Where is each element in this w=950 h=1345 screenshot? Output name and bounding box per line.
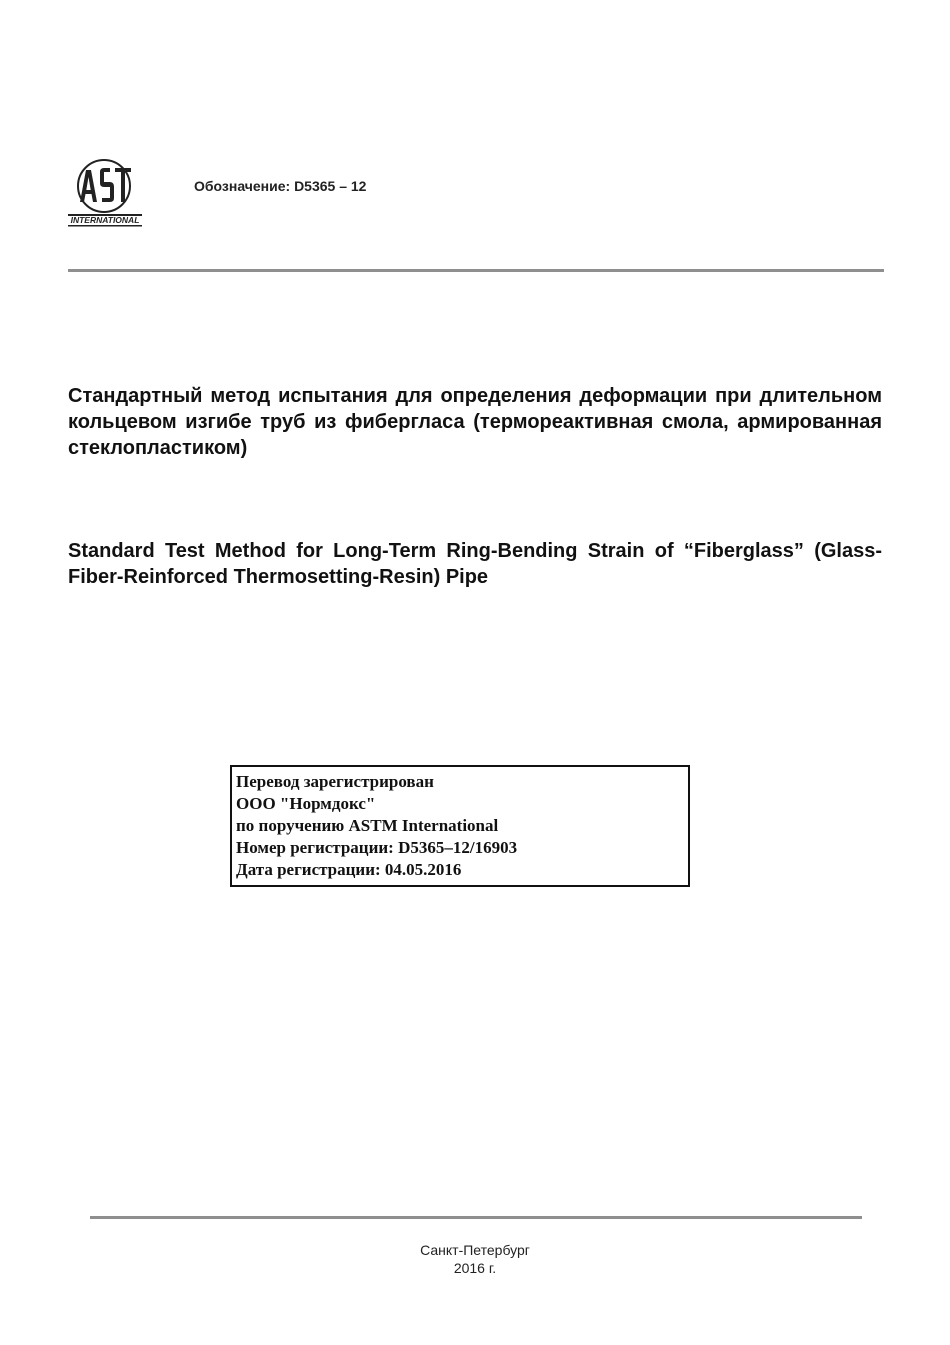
registration-line: ООО "Нормдокс" (236, 794, 376, 813)
title-english: Standard Test Method for Long-Term Ring-Bending Strain of “Fiberglass” (Glass-Fiber-Reinforced Thermosetting-Resin) Pipe (68, 540, 882, 588)
designation: Обозначение: D5365 – 12 (194, 178, 367, 194)
bottom-divider (90, 1216, 862, 1219)
footer-city: Санкт-Петербург (420, 1242, 530, 1258)
registration-line: Перевод зарегистрирован (236, 772, 434, 791)
title-russian: Стандартный метод испытания для определения деформации при длительном кольцевом изгибе труб из фибергласа (термореактивная смола, армированная стеклопластиком) (68, 385, 882, 459)
registration-box (230, 765, 690, 887)
registration-line: по поручению ASTM International (236, 816, 499, 835)
top-divider (68, 269, 884, 272)
registration-line: Дата регистрации: 04.05.2016 (236, 860, 462, 879)
footer (0, 1241, 950, 1277)
astm-logo-icon (66, 158, 144, 228)
registration-line: Номер регистрации: D5365–12/16903 (236, 838, 518, 857)
logo-text: INTERNATIONAL (70, 215, 140, 225)
footer-year: 2016 г. (453, 1260, 497, 1276)
